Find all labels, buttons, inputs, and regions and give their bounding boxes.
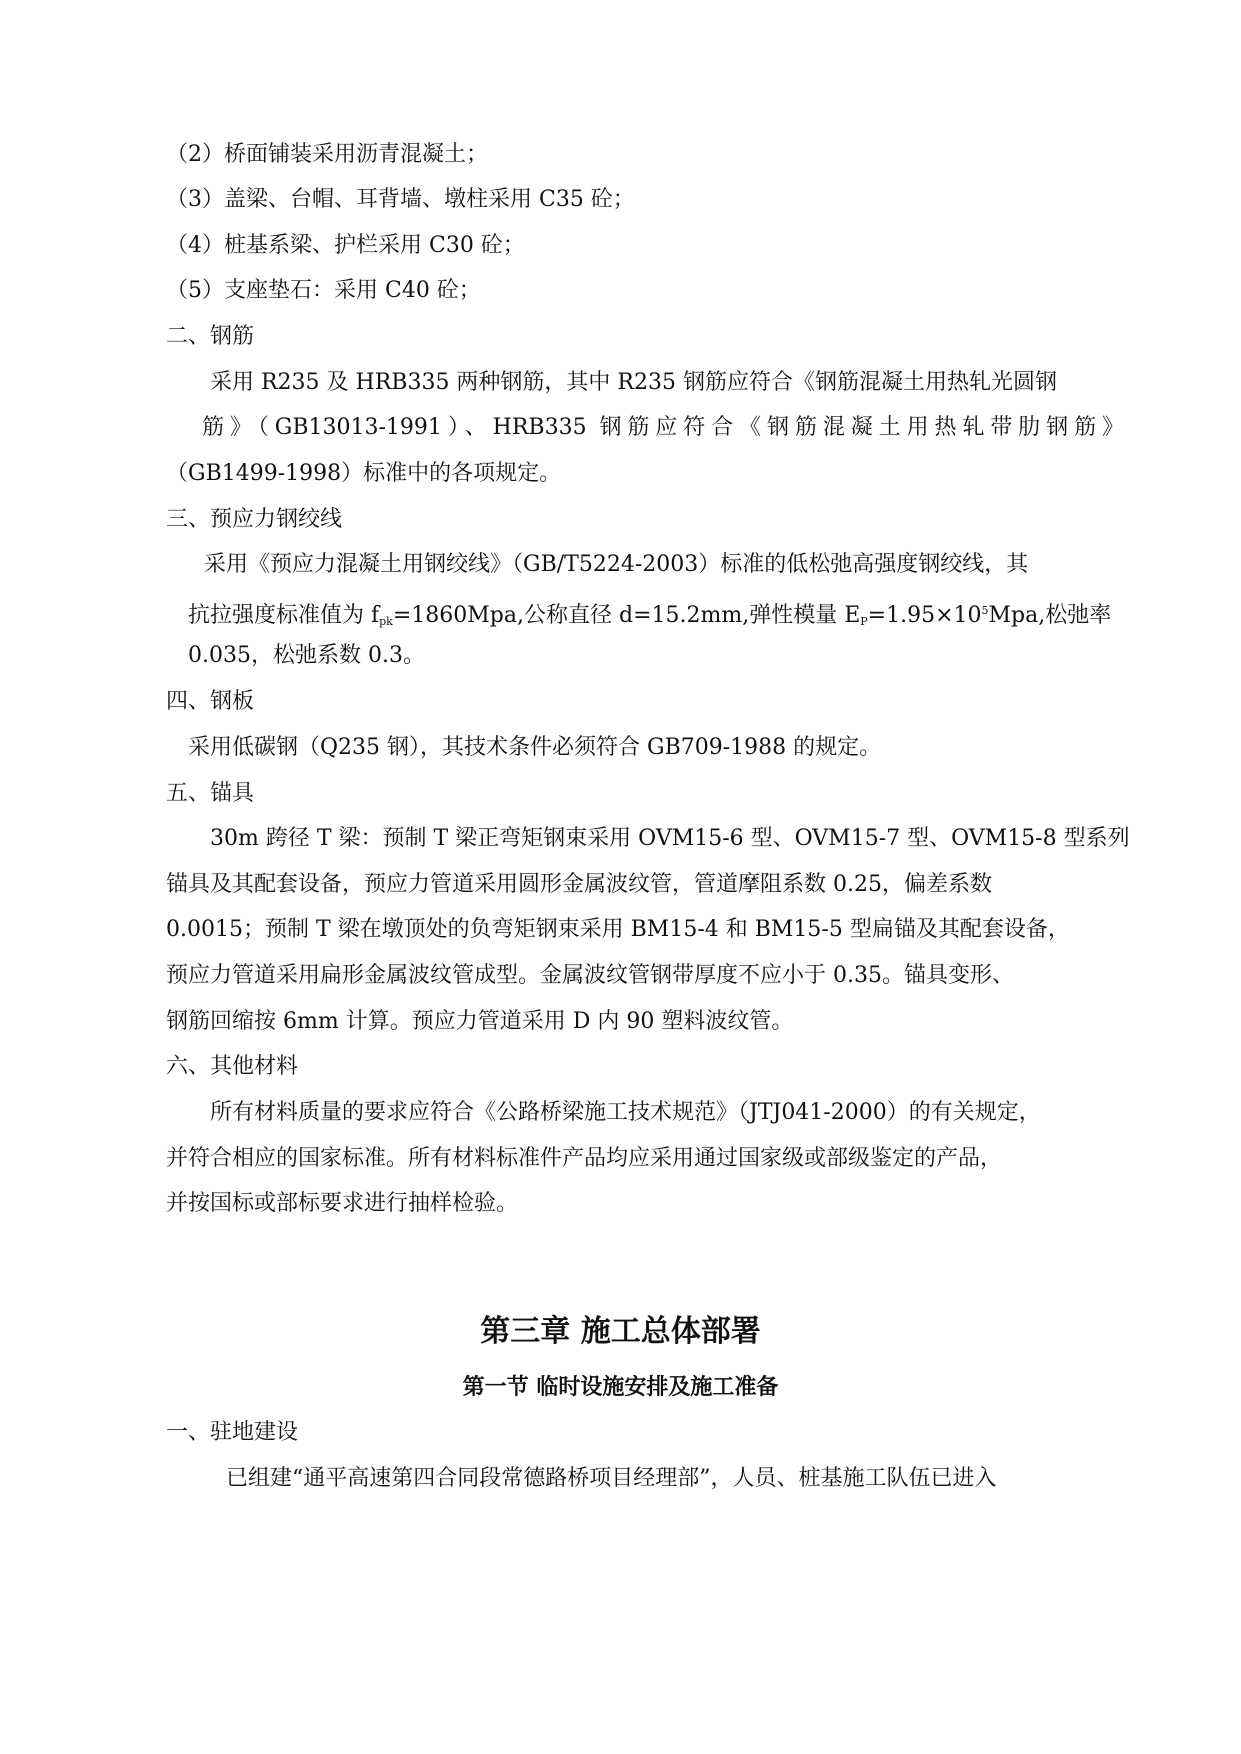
rebar-heading: 二、钢筋 [166,324,255,349]
anchor-paragraph-line: 预应力管道采用扁形金属波纹管成型。金属波纹管钢带厚度不应小于 0.35。锚具变形、 [166,963,1014,988]
rebar-paragraph-line: （GB1499-1998）标准中的各项规定。 [166,461,562,486]
concrete-item-5: （5）支座垫石：采用 C40 砼； [166,278,481,303]
anchor-paragraph-line: 钢筋回缩按 6mm 计算。预应力管道采用 D 内 90 塑料波纹管。 [166,1009,794,1034]
other-materials-paragraph-line: 并符合相应的国家标准。所有材料标准件产品均应采用通过国家级或部级鉴定的产品， [166,1146,1003,1171]
strand-paragraph-line: 采用《预应力混凝土用钢绞线》（GB/T5224-2003）标准的低松弛高强度钢绞线，其 [204,552,1029,577]
strand-paragraph-line: 0.035，松弛系数 0.3。 [188,643,425,668]
chapter-title: 第三章 施工总体部署 [480,1314,761,1349]
strand-text: =1860Mpa,公称直径 d=15.2mm,弹性模量 E [392,603,861,628]
strand-paragraph-line [188,596,1148,637]
strand-text: Mpa,松弛率 [988,603,1112,628]
other-materials-paragraph-line: 所有材料质量的要求应符合《公路桥梁施工技术规范》（JTJ041-2000）的有关规定， [210,1100,1041,1125]
other-materials-paragraph-line: 并按国标或部标要求进行抽样检验。 [166,1191,519,1216]
anchor-paragraph-line: 0.0015；预制 T 梁在墩顶处的负弯矩钢束采用 BM15-4 和 BM15-5 型扁锚及其配套设备， [166,917,1070,942]
rebar-paragraph-line: 采用 R235 及 HRB335 两种钢筋，其中 R235 钢筋应符合《钢筋混凝土用热轧光圆钢 [210,370,1057,395]
concrete-item-2: （2）桥面铺装采用沥青混凝土； [166,142,488,167]
anchor-paragraph-line: 锚具及其配套设备，预应力管道采用圆形金属波纹管，管道摩阻系数 0.25，偏差系数 [166,872,992,897]
strand-text: =1.95×10 [867,603,982,628]
anchor-paragraph-line: 30m 跨径 T 梁：预制 T 梁正弯矩钢束采用 OVM15-6 型、OVM15-7 型、OVM15-8 型系列 [210,826,1130,851]
strand-subscript: P [860,615,868,628]
strand-text: 抗拉强度标准值为 f [188,603,380,628]
plate-paragraph-line: 采用低碳钢（Q235 钢），其技术条件必须符合 GB709-1988 的规定。 [188,735,882,760]
strand-subscript: pk [379,615,393,628]
plate-heading: 四、钢板 [166,689,255,714]
rebar-paragraph-line: 筋》（GB13013-1991）、HRB335 钢筋应符合《钢筋混凝土用热轧带肋钢筋》 [202,415,1124,440]
strand-superscript: 5 [981,604,989,617]
concrete-item-4: （4）桩基系梁、护栏采用 C30 砼； [166,233,525,258]
section-title: 第一节 临时设施安排及施工准备 [462,1375,779,1400]
concrete-item-3: （3）盖梁、台帽、耳背墙、墩柱采用 C35 砼； [166,187,635,212]
strand-heading: 三、预应力钢绞线 [166,507,343,532]
site-heading: 一、驻地建设 [166,1420,299,1445]
other-materials-heading: 六、其他材料 [166,1054,299,1079]
anchor-heading: 五、锚具 [166,781,255,806]
site-paragraph-line: 已组建“通平高速第四合同段常德路桥项目经理部”，人员、桩基施工队伍已进入 [226,1466,997,1491]
